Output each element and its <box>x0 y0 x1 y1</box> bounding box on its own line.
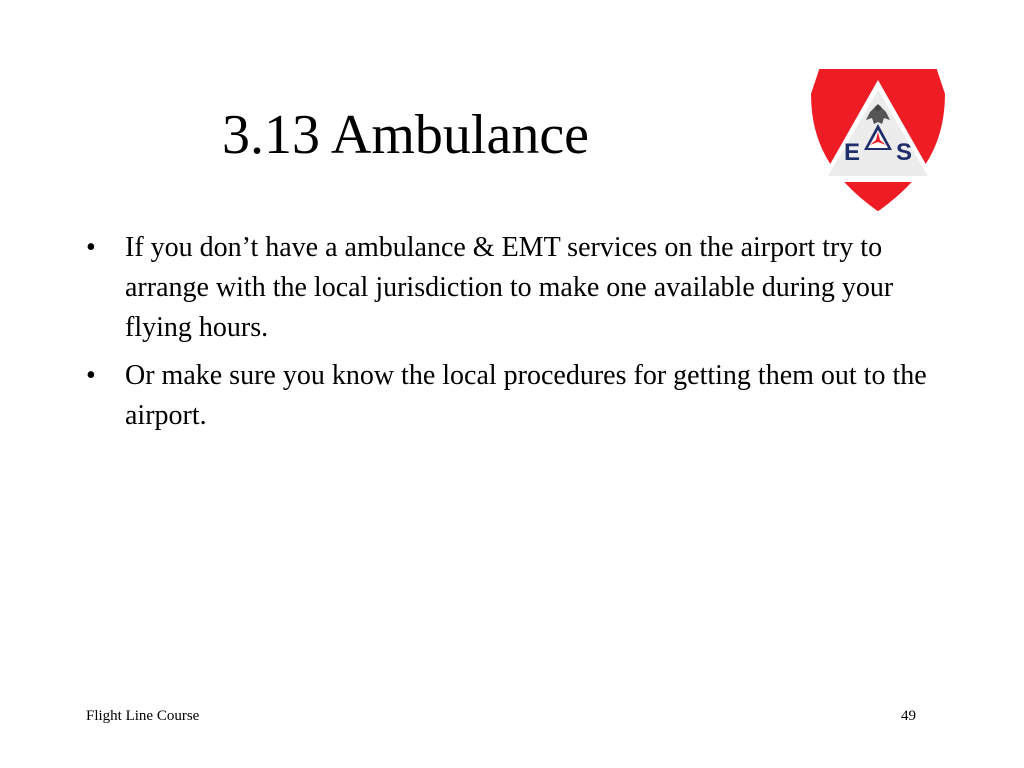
bullet-list <box>86 228 946 444</box>
bullet-marker: • <box>86 232 96 263</box>
bullet-text: Or make sure you know the local procedures for getting them out to the airport. <box>125 360 927 431</box>
footer-course: Flight Line Course <box>86 708 200 724</box>
bullet-text: If you don’t have a ambulance & EMT services on the airport try to arrange with the local jurisdiction to make one available during your flying hours. <box>125 232 894 343</box>
logo-letter-e: E <box>843 139 861 166</box>
footer-page-number: 49 <box>901 708 916 724</box>
bullet-item <box>86 228 946 348</box>
slide-title: 3.13 Ambulance <box>222 104 590 166</box>
es-shield-logo <box>810 68 946 212</box>
bullet-marker: • <box>86 360 96 391</box>
bullet-item <box>86 356 946 436</box>
logo-letter-s: S <box>895 139 913 166</box>
